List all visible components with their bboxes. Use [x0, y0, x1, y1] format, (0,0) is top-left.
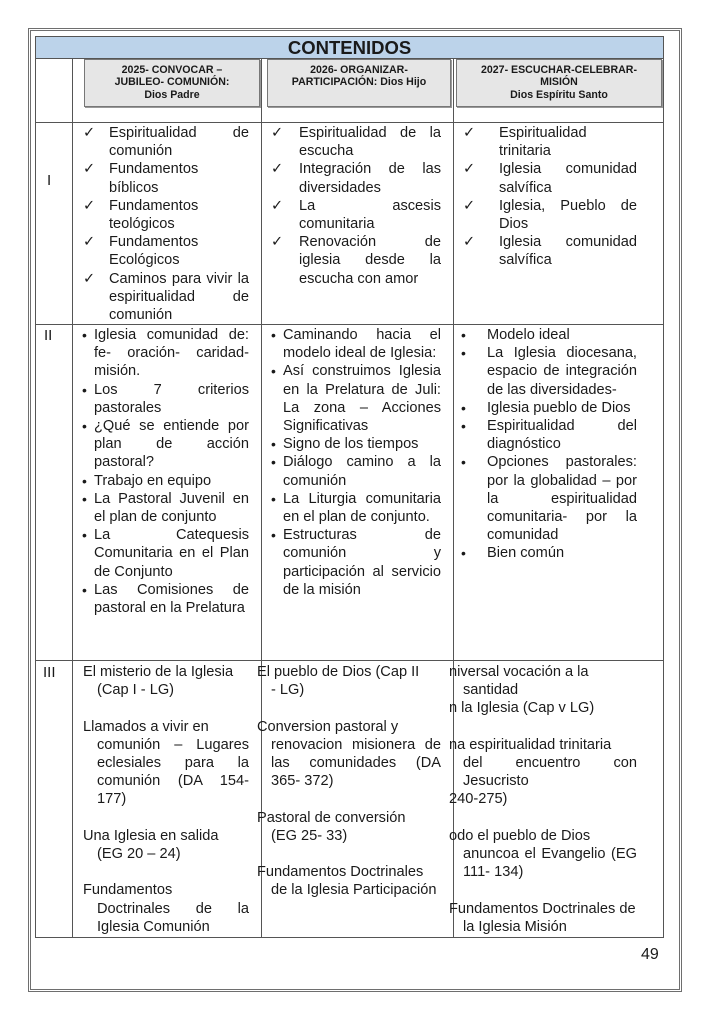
paragraph-continuation: de la Iglesia Participación — [271, 882, 437, 899]
check-icon: ✓ — [463, 197, 476, 214]
check-icon: ✓ — [271, 197, 284, 214]
list-item — [461, 417, 637, 453]
list-item-text: Espiritualidad del diagnóstico — [487, 418, 637, 453]
list-item — [83, 197, 249, 233]
list-item — [271, 233, 441, 288]
row-label-ii: II — [44, 327, 53, 344]
paragraph-first-line: Fundamentos Doctrinales — [257, 864, 424, 881]
list-item-text: Iglesia comunidad salvífica — [499, 161, 637, 196]
list-item-text: La ascesis comunitaria — [299, 197, 441, 233]
paragraph-continuation: santidad — [463, 682, 519, 699]
column-header-2025 — [84, 59, 260, 107]
list-item-text: Trabajo en equipo — [94, 472, 212, 489]
list-item-text: Diálogo camino a la comunión — [283, 454, 441, 489]
row-label-iii: III — [43, 664, 56, 681]
header-line: Dios Espíritu Santo — [510, 88, 608, 101]
list-item-text: Modelo ideal — [487, 327, 570, 343]
list-item — [271, 160, 441, 196]
paragraph — [83, 881, 249, 936]
header-line: 2026- ORGANIZAR- — [310, 64, 408, 76]
bullet-icon: • — [271, 527, 276, 544]
paragraph-first-line: na espiritualidad trinitaria — [449, 736, 612, 753]
list-item-text: La Catequesis Comunitaria en el Plan de Conjunto — [94, 527, 249, 580]
list-item — [461, 399, 637, 417]
list-item-text: Iglesia pueblo de Dios — [487, 399, 631, 416]
paragraph — [257, 863, 441, 899]
paragraph-continuation: Doctrinales de la Iglesia Comunión — [97, 900, 249, 935]
list-item — [82, 417, 249, 472]
header-line: 2027- ESCUCHAR-CELEBRAR- — [481, 64, 637, 76]
paragraph — [449, 790, 637, 808]
bullet-icon: • — [271, 327, 276, 343]
check-icon: ✓ — [83, 270, 96, 287]
table-title: CONTENIDOS — [35, 36, 664, 59]
row-ii-col-2025 — [82, 326, 249, 617]
paragraph — [449, 699, 637, 717]
list-item — [82, 581, 249, 617]
list-item-text: Caminando hacia el modelo ideal de Iglesia: — [283, 327, 441, 362]
list-item-text: Integración de las diversidades — [299, 161, 441, 196]
list-item-text: Iglesia comunidad de: fe- oración- caridad- misión. — [94, 327, 249, 380]
list-item-text: Los 7 criterios pastorales — [94, 381, 249, 416]
bullet-icon: • — [461, 454, 466, 471]
paragraph — [257, 809, 441, 845]
bullet-icon: • — [271, 436, 276, 453]
bullet-icon: • — [461, 418, 466, 435]
header-line: 2025- CONVOCAR – — [121, 64, 223, 76]
bullet-icon: • — [461, 545, 466, 562]
list-item-text: Estructuras de comunión y participación al servicio de la misión — [283, 527, 441, 598]
paragraph — [449, 900, 637, 936]
list-item-text: ¿Qué se entiende por plan de acción pastoral? — [94, 418, 249, 471]
paragraph-first-line: Llamados a vivir en — [83, 718, 209, 735]
list-item — [271, 326, 441, 362]
header-line: Dios Padre — [144, 88, 200, 101]
paragraph — [83, 663, 249, 699]
bullet-icon: • — [271, 363, 276, 380]
paragraph-continuation: anuncoa el Evangelio (EG 111- 134) — [463, 846, 637, 881]
list-item — [463, 160, 637, 196]
list-item — [83, 160, 249, 196]
list-item — [271, 197, 441, 233]
list-item-text: La Pastoral Juvenil en el plan de conjunto — [94, 490, 249, 526]
list-item — [461, 344, 637, 399]
bullet-icon: • — [82, 490, 87, 507]
bullet-icon: • — [461, 345, 466, 362]
paragraph-first-line: El pueblo de Dios (Cap II — [257, 664, 420, 680]
row-i-col-2026 — [271, 124, 441, 288]
grid-line — [35, 122, 664, 123]
column-header-2027 — [456, 59, 662, 107]
list-item — [82, 326, 249, 381]
list-item — [463, 233, 637, 269]
list-item — [83, 124, 249, 160]
list-item — [82, 490, 249, 526]
check-icon: ✓ — [83, 161, 96, 178]
list-item — [271, 435, 441, 453]
paragraph — [83, 718, 249, 809]
bullet-icon: • — [271, 490, 276, 507]
paragraph-continuation: comunión – Lugares eclesiales para la comunión (DA 154- 177) — [97, 736, 249, 808]
paragraph — [257, 663, 441, 699]
row-iii-col-2025 — [83, 663, 249, 954]
paragraph-first-line: Fundamentos — [83, 882, 173, 899]
paragraph-continuation: (EG 20 – 24) — [97, 846, 181, 862]
list-item — [83, 270, 249, 325]
paragraph — [449, 736, 637, 791]
check-icon: ✓ — [83, 197, 96, 214]
list-item-text: Opciones pastorales: por la globalidad – por la espiritualidad comunitaria- por la comunidad — [487, 454, 637, 544]
list-item — [463, 124, 637, 160]
paragraph-first-line: 240-275) — [449, 791, 508, 808]
list-item-text: Así construimos Iglesia en la Prelatura de Juli: La zona – Acciones Significativas — [283, 363, 441, 435]
list-item — [82, 381, 249, 417]
list-item — [271, 124, 441, 160]
paragraph-continuation: renovacion misionera de las comunidades (DA 365- 372) — [271, 736, 441, 790]
paragraph-continuation: (EG 25- 33) — [271, 827, 348, 844]
list-item — [82, 526, 249, 581]
row-ii-col-2027 — [461, 326, 637, 563]
paragraph-first-line: Fundamentos Doctrinales de — [449, 900, 636, 917]
bullet-icon: • — [82, 381, 87, 398]
row-i-col-2025 — [83, 124, 249, 324]
list-item-text: Fundamentos Ecológicos — [109, 234, 199, 269]
list-item — [461, 544, 637, 562]
list-item — [271, 362, 441, 435]
check-icon: ✓ — [83, 125, 96, 141]
list-item — [271, 490, 441, 526]
paragraph-first-line: odo el pueblo de Dios — [449, 827, 591, 844]
bullet-icon: • — [82, 327, 87, 343]
list-item-text: Iglesia comunidad salvífica — [499, 234, 637, 269]
list-item-text: Bien común — [487, 545, 565, 562]
paragraph-continuation: del encuentro con Jesucristo — [463, 755, 637, 790]
list-item-text: La Liturgia comunitaria en el plan de conjunto. — [283, 490, 441, 526]
header-line: MISIÓN — [540, 76, 578, 89]
grid-line — [663, 36, 664, 938]
row-iii-col-2027 — [449, 663, 637, 954]
paragraph-first-line: El misterio de la Iglesia — [83, 664, 234, 680]
list-item-text: Caminos para vivir la espiritualidad de comunión — [109, 270, 249, 324]
check-icon: ✓ — [463, 125, 476, 141]
grid-line — [35, 660, 664, 661]
bullet-icon: • — [82, 527, 87, 544]
grid-line — [35, 36, 36, 938]
list-item-text: Renovación de iglesia desde la escucha con amor — [299, 234, 441, 287]
paragraph-continuation: (Cap I - LG) — [97, 682, 175, 699]
row-label-i: I — [47, 172, 52, 189]
bullet-icon: • — [82, 581, 87, 598]
list-item — [461, 453, 637, 544]
paragraph-continuation: - LG) — [271, 682, 305, 699]
list-item — [461, 326, 637, 344]
check-icon: ✓ — [83, 234, 96, 251]
check-icon: ✓ — [271, 234, 284, 251]
paragraph-continuation: la Iglesia Misión — [463, 918, 567, 935]
bullet-icon: • — [461, 327, 466, 343]
bullet-icon: • — [82, 418, 87, 435]
paragraph — [257, 718, 441, 791]
check-icon: ✓ — [271, 125, 284, 141]
paragraph — [449, 663, 637, 699]
list-item — [271, 453, 441, 489]
grid-line — [72, 59, 73, 938]
list-item-text: Fundamentos bíblicos — [109, 161, 199, 196]
bullet-icon: • — [82, 472, 87, 489]
list-item — [83, 233, 249, 269]
check-icon: ✓ — [463, 234, 476, 251]
page-number: 49 — [641, 946, 659, 963]
paragraph-first-line: Una Iglesia en salida — [83, 827, 219, 844]
column-header-2026 — [267, 59, 451, 107]
header-line: PARTICIPACIÓN: Dios Hijo — [291, 76, 427, 89]
contents-table — [35, 36, 664, 938]
bullet-icon: • — [271, 454, 276, 471]
list-item-text: Fundamentos teológicos — [109, 197, 199, 233]
row-i-col-2027 — [463, 124, 637, 270]
header-line: JUBILEO- COMUNIÓN: — [114, 76, 230, 89]
paragraph — [449, 827, 637, 882]
row-iii-col-2026 — [257, 663, 441, 918]
check-icon: ✓ — [271, 161, 284, 178]
paragraph-first-line: Conversion pastoral y — [257, 718, 399, 735]
paragraph — [83, 827, 249, 863]
list-item-text: Signo de los tiempos — [283, 436, 419, 453]
list-item-text: Iglesia, Pueblo de Dios — [499, 197, 637, 233]
check-icon: ✓ — [463, 161, 476, 178]
list-item-text: Las Comisiones de pastoral en la Prelatura — [94, 581, 249, 617]
list-item — [271, 526, 441, 599]
list-item-text: Espiritualidad de la escucha — [299, 125, 441, 160]
bullet-icon: • — [461, 399, 466, 416]
paragraph-first-line: niversal vocación a la — [449, 664, 589, 680]
list-item — [463, 197, 637, 233]
list-item-text: La Iglesia diocesana, espacio de integración de las diversidades- — [487, 345, 637, 398]
row-ii-col-2026 — [271, 326, 441, 599]
paragraph-first-line: Pastoral de conversión — [257, 809, 406, 826]
list-item-text: Espiritualidad de comunión — [109, 125, 249, 160]
paragraph-first-line: n la Iglesia (Cap v LG) — [449, 700, 595, 717]
list-item-text: Espiritualidad trinitaria — [499, 125, 587, 160]
list-item — [82, 472, 249, 490]
